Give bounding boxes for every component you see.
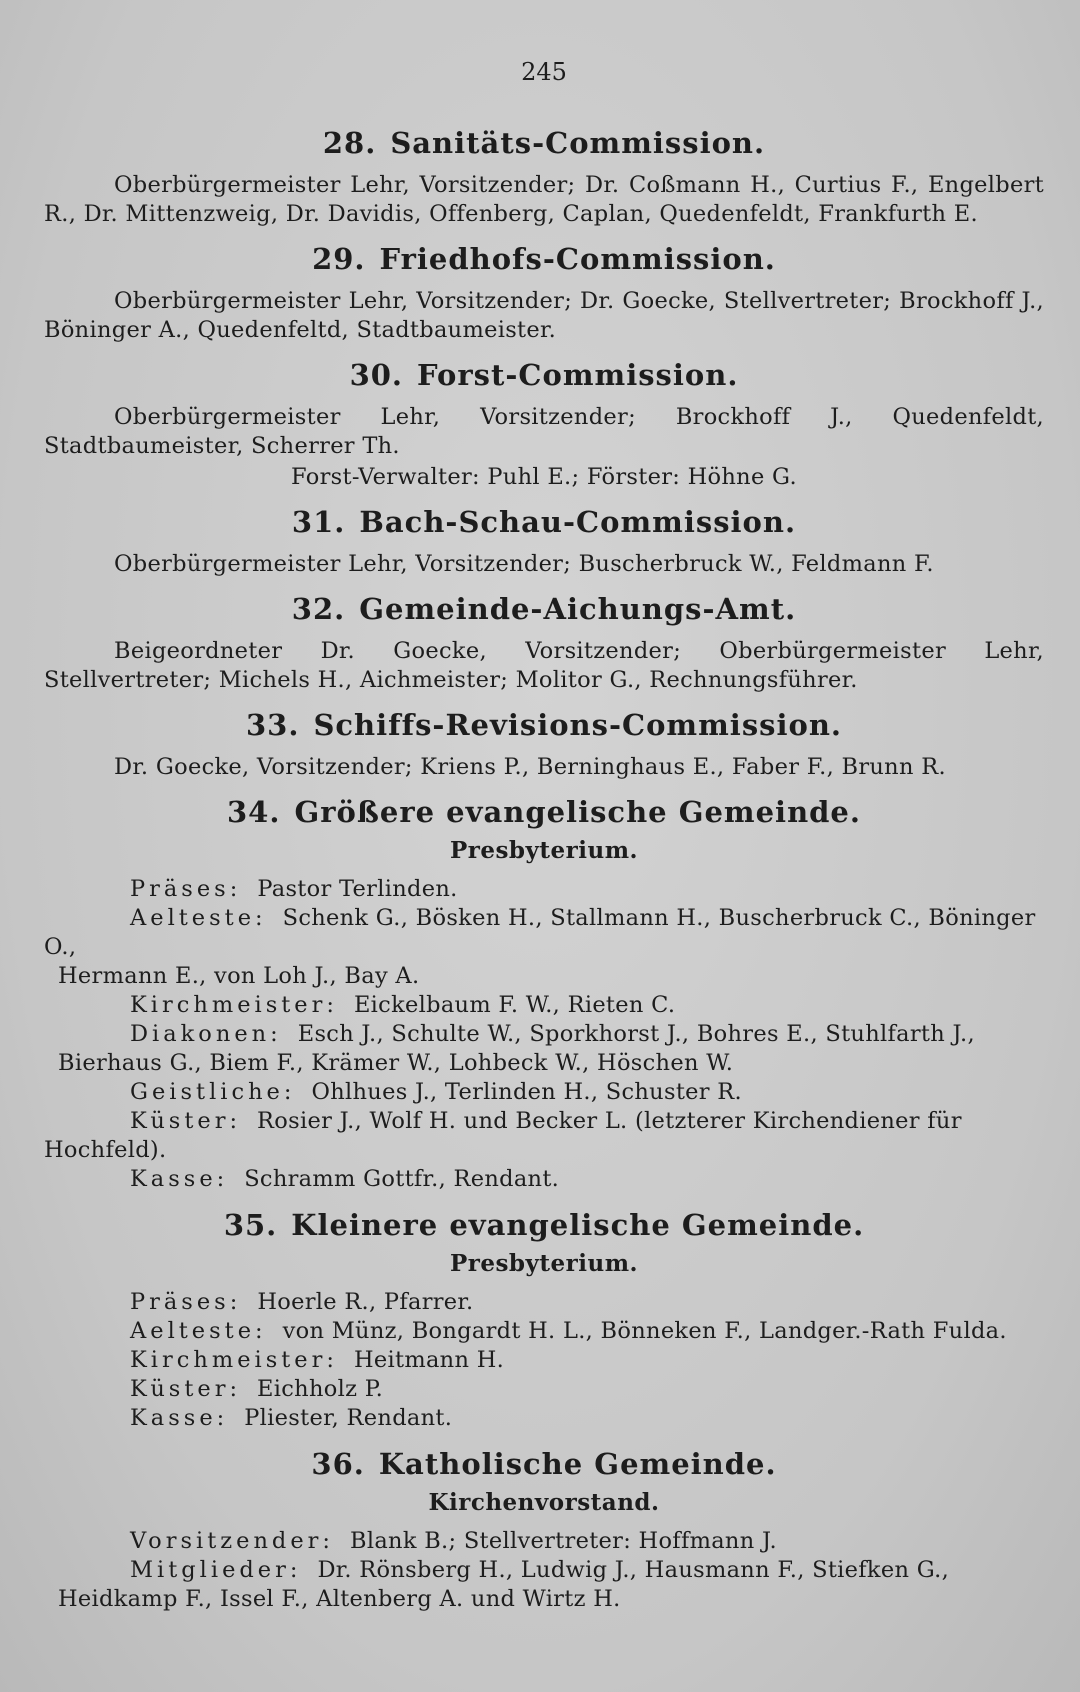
section-number: 36.	[311, 1447, 365, 1481]
entry-key: Diakonen:	[130, 1021, 282, 1047]
section-34-entries	[44, 875, 1044, 1194]
entry-value: Hoerle R., Pfarrer.	[257, 1289, 474, 1315]
entry-key: Küster:	[130, 1376, 242, 1402]
entry-value-continued: Bierhaus G., Biem F., Krämer W., Lohbeck W., Höschen W.	[58, 1050, 734, 1076]
section-33-text: Dr. Goecke, Vorsitzender; Kriens P., Berninghaus E., Faber F., Brunn R.	[114, 754, 946, 780]
section-36-heading	[44, 1447, 1044, 1481]
section-30-text: Oberbürgermeister Lehr, Vorsitzender; Brockhoff J., Quedenfeldt, Stadtbaumeister, Scherrer Th.	[44, 404, 1044, 459]
entry-kirchmeister	[44, 991, 1044, 1020]
entry-value: Schramm Gottfr., Rendant.	[244, 1166, 560, 1192]
section-title: Gemeinde-Aichungs-Amt.	[359, 592, 797, 626]
entry-key: Kasse:	[130, 1405, 229, 1431]
section-title: Schiffs-Revisions-Commission.	[313, 708, 843, 742]
page-number: 245	[521, 58, 567, 86]
section-34-heading	[44, 795, 1044, 829]
section-34-subheading: Presbyterium.	[449, 837, 639, 864]
section-title: Kleinere evangelische Gemeinde.	[291, 1208, 865, 1242]
entry-key: Kasse:	[130, 1166, 229, 1192]
entry-kuester	[44, 1107, 1044, 1165]
entry-key: Aelteste:	[130, 905, 267, 931]
section-title: Sanitäts-Commission.	[390, 126, 766, 160]
entry-mitglieder	[44, 1556, 1044, 1614]
section-32-heading	[44, 592, 1044, 626]
entry-aelteste	[44, 904, 1044, 991]
section-number: 28.	[322, 126, 377, 160]
entry-key: Küster:	[130, 1108, 242, 1134]
entry-key: Kirchmeister:	[130, 992, 338, 1018]
section-30-heading	[44, 358, 1044, 392]
entry-value-continued: Hermann E., von Loh J., Bay A.	[58, 963, 420, 989]
entry-vorsitzender	[44, 1527, 1044, 1556]
entry-key: Mitglieder:	[130, 1557, 302, 1583]
entry-kirchmeister	[44, 1346, 1044, 1375]
entry-value: Heitmann H.	[353, 1347, 505, 1373]
entry-value: Blank B.; Stellvertreter: Hoffmann J.	[350, 1528, 777, 1554]
entry-value: Pliester, Rendant.	[244, 1405, 453, 1431]
entry-diakonen	[44, 1020, 1044, 1078]
entry-kasse	[44, 1165, 1044, 1194]
entry-praeses	[44, 1288, 1044, 1317]
section-32-text: Beigeordneter Dr. Goecke, Vorsitzender; Oberbürgermeister Lehr, Stellvertreter; Michels H., Aichmeister; Molitor G., Rechnungsführer.	[44, 638, 1044, 693]
entry-key: Aelteste:	[130, 1318, 267, 1344]
entry-value: von Münz, Bongardt H. L., Bönneken F., Landger.-Rath Fulda.	[282, 1318, 1007, 1344]
section-number: 31.	[291, 505, 346, 539]
entry-key: Kirchmeister:	[130, 1347, 338, 1373]
section-29-text: Oberbürgermeister Lehr, Vorsitzender; Dr. Goecke, Stellvertreter; Brockhoff J., Böninger A., Quedenfeltd, Stadtbaumeister.	[44, 288, 1044, 343]
entry-kasse	[44, 1404, 1044, 1433]
section-33-heading	[44, 708, 1044, 742]
section-35-entries	[44, 1288, 1044, 1433]
section-number: 34.	[227, 795, 281, 829]
section-35-heading	[44, 1208, 1044, 1242]
section-28-heading	[44, 126, 1044, 160]
section-31-heading	[44, 505, 1044, 539]
section-title: Forst-Commission.	[417, 358, 739, 392]
section-36-entries	[44, 1527, 1044, 1614]
section-number: 35.	[223, 1208, 278, 1242]
section-36-subheading: Kirchenvorstand.	[428, 1489, 660, 1516]
entry-geistliche	[44, 1078, 1044, 1107]
section-title: Bach-Schau-Commission.	[359, 505, 797, 539]
entry-value: Eichholz P.	[257, 1376, 384, 1402]
entry-praeses	[44, 875, 1044, 904]
entry-aelteste	[44, 1317, 1044, 1346]
section-29-heading	[44, 242, 1044, 276]
entry-value: Eickelbaum F. W., Rieten C.	[353, 992, 676, 1018]
section-title: Katholische Gemeinde.	[378, 1447, 777, 1481]
entry-key: Vorsitzender:	[130, 1528, 334, 1554]
section-number: 32.	[291, 592, 346, 626]
section-number: 33.	[245, 708, 300, 742]
section-number: 30.	[349, 358, 404, 392]
entry-value-continued: Heidkamp F., Issel F., Altenberg A. und Wirtz H.	[58, 1586, 621, 1612]
entry-key: Geistliche:	[130, 1079, 296, 1105]
entry-value: Schenk G., Bösken H., Stallmann H., Buscherbruck C., Böninger O.,	[44, 905, 1036, 960]
entry-key: Präses:	[130, 1289, 242, 1315]
section-31-text: Oberbürgermeister Lehr, Vorsitzender; Buscherbruck W., Feldmann F.	[114, 551, 934, 577]
entry-value: Ohlhues J., Terlinden H., Schuster R.	[311, 1079, 742, 1105]
entry-value: Pastor Terlinden.	[257, 876, 458, 902]
section-30-text-2: Forst-Verwalter: Puhl E.; Förster: Höhne G.	[291, 464, 797, 490]
entry-value: Esch J., Schulte W., Sporkhorst J., Bohres E., Stuhlfarth J.,	[297, 1021, 975, 1047]
section-number: 29.	[312, 242, 366, 276]
section-title: Größere evangelische Gemeinde.	[294, 795, 861, 829]
entry-value: Dr. Rönsberg H., Ludwig J., Hausmann F., Stiefken G.,	[317, 1557, 950, 1583]
section-28-text: Oberbürgermeister Lehr, Vorsitzender; Dr. Coßmann H., Curtius F., Engelbert R., Dr. Mittenzweig, Dr. Davidis, Offenberg, Caplan, Quedenfeldt, Frankfurth E.	[44, 172, 1044, 227]
entry-kuester	[44, 1375, 1044, 1404]
section-title: Friedhofs-Commission.	[379, 242, 776, 276]
section-35-subheading: Presbyterium.	[449, 1250, 639, 1277]
entry-key: Präses:	[130, 876, 242, 902]
entry-value: Rosier J., Wolf H. und Becker L. (letzterer Kirchendiener für Hochfeld).	[44, 1108, 962, 1163]
